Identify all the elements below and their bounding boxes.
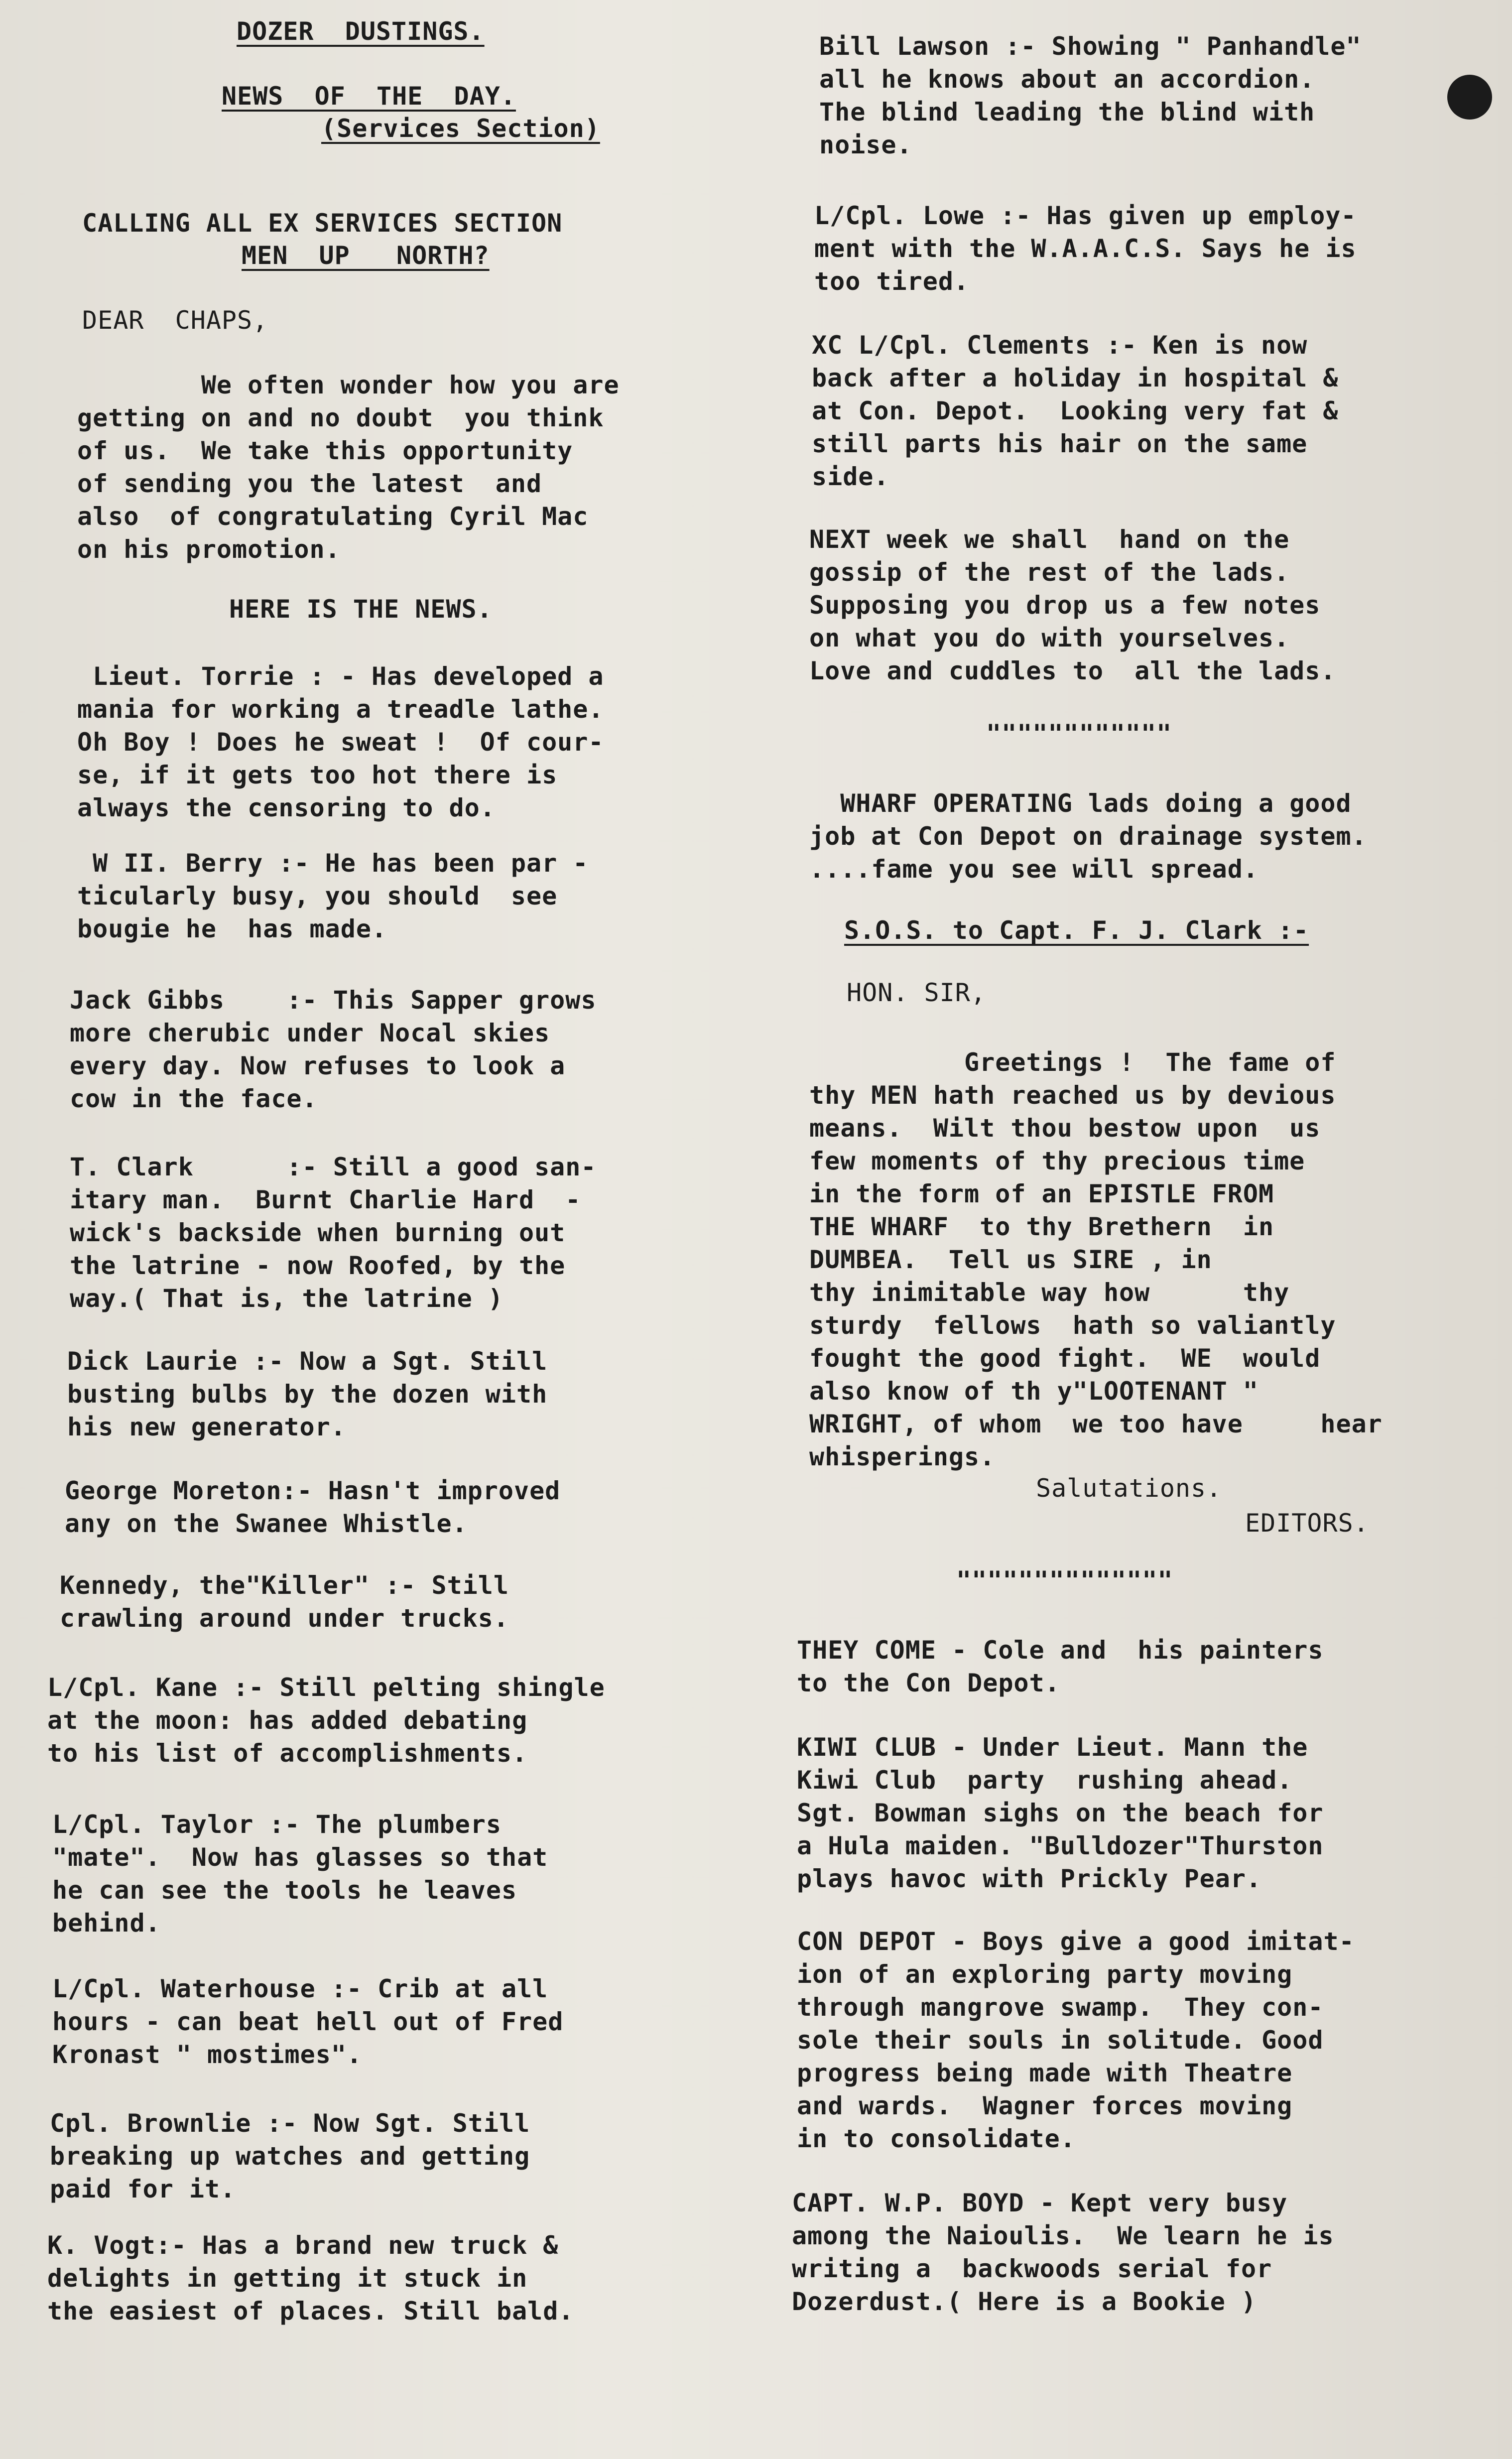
- separator: """""""""""""": [956, 1566, 1173, 1595]
- editors-signoff: EDITORS.: [1245, 1509, 1369, 1538]
- news-item: L/Cpl. Waterhouse :- Crib at all hours - can beat hell out of Fred Kronast " mostimes".: [52, 1974, 564, 2069]
- news-heading: HERE IS THE NEWS.: [229, 595, 493, 624]
- news-item: Cpl. Brownlie :- Now Sgt. Still breaking up watches and getting paid for it.: [50, 2109, 530, 2203]
- news-item: T. Clark :- Still a good san- itary man. Burnt Charlie Hard - wick's backside when burning out the latrine - now Roofed, by the way.( That is, the latrine ): [70, 1153, 597, 1313]
- intro-paragraph: We often wonder how you are getting on and no doubt you think of us. We take this opportunity of sending you the latest and also of congratulating Cyril Mac on his promotion.: [77, 371, 620, 564]
- news-item: XC L/Cpl. Clements :- Ken is now back after a holiday in hospital & at Con. Depot. Looking very fat & still parts his hair on the same side.: [812, 331, 1339, 491]
- news-item: Kennedy, the"Killer" :- Still crawling around under trucks.: [60, 1571, 509, 1633]
- news-item: THEY COME - Cole and his painters to the Con Depot.: [797, 1636, 1324, 1697]
- calling-line-1: CALLING ALL EX SERVICES SECTION: [82, 209, 563, 238]
- news-item: CAPT. W.P. BOYD - Kept very busy among the Naioulis. We learn he is writing a backwoods serial for Dozerdust.( Here is a Bookie ): [792, 2189, 1334, 2316]
- news-item: Jack Gibbs :- This Sapper grows more cherubic under Nocal skies every day. Now refuses to look a cow in the face.: [70, 986, 597, 1113]
- news-item: CON DEPOT - Boys give a good imitat- ion of an exploring party moving through mangrove swamp. They con- sole their souls in solitude. Good progress being made with Theatre and wards. Wagner forces moving in to consolidate.: [797, 1927, 1355, 2153]
- news-item: W II. Berry :- He has been par - ticularly busy, you should see bougie he has made.: [77, 849, 589, 943]
- closing-note: NEXT week we shall hand on the gossip of the rest of the lads. Supposing you drop us a few notes on what you do with yourselves. Love and cuddles to all the lads.: [809, 525, 1336, 685]
- news-item: Dick Laurie :- Now a Sgt. Still busting bulbs by the dozen with his new generator.: [67, 1347, 548, 1441]
- news-item: L/Cpl. Lowe :- Has given up employ- ment with the W.A.A.C.S. Says he is too tired.: [814, 201, 1357, 296]
- letter-body: Greetings ! The fame of thy MEN hath reached us by devious means. Wilt thou bestow upon us few moments of thy precious time in the form of an EPISTLE FROM THE WHARF to thy Brethern in DUMBEA. Tell us SIRE , in thy inimitable way how thy sturdy fellows hath so valiantly fought the good fight. WE would also know of th y"LOOTENANT " WRIGHT, of whom we too have hear whisperings.: [809, 1048, 1383, 1471]
- page-title: DOZER DUSTINGS.: [237, 17, 485, 46]
- page-subtitle: NEWS OF THE DAY.: [222, 82, 516, 111]
- separator: """""""""""": [986, 719, 1172, 748]
- news-item: George Moreton:- Hasn't improved any on the Swanee Whistle.: [65, 1476, 561, 1538]
- sos-heading: S.O.S. to Capt. F. J. Clark :-: [844, 916, 1309, 945]
- news-item: K. Vogt:- Has a brand new truck & delights in getting it stuck in the easiest of places. Still bald.: [47, 2231, 574, 2326]
- news-item: L/Cpl. Taylor :- The plumbers "mate". Now has glasses so that he can see the tools he leaves behind.: [52, 1810, 548, 1938]
- news-item: L/Cpl. Kane :- Still pelting shingle at the moon: has added debating to his list of accomplishments.: [47, 1673, 605, 1768]
- hon-sir: HON. SIR,: [847, 978, 986, 1007]
- news-item: Lieut. Torrie : - Has developed a mania for working a treadle lathe. Oh Boy ! Does he sweat ! Of cour- se, if it gets too hot there is always the censoring to do.: [77, 662, 604, 822]
- news-item: Bill Lawson :- Showing " Panhandle" all he knows about an accordion. The blind leading the blind with noise.: [819, 32, 1362, 159]
- wharf-note: WHARF OPERATING lads doing a good job at Con Depot on drainage system. ....fame you see will spread.: [809, 789, 1367, 884]
- salutation: DEAR CHAPS,: [82, 306, 268, 335]
- news-item: KIWI CLUB - Under Lieut. Mann the Kiwi Club party rushing ahead. Sgt. Bowman sighs on the beach for a Hula maiden. "Bulldozer"Thurston plays havoc with Prickly Pear.: [797, 1733, 1324, 1893]
- salutations: Salutations.: [1036, 1474, 1222, 1503]
- calling-line-2: MEN UP NORTH?: [242, 241, 490, 270]
- section-label: (Services Section): [321, 114, 600, 143]
